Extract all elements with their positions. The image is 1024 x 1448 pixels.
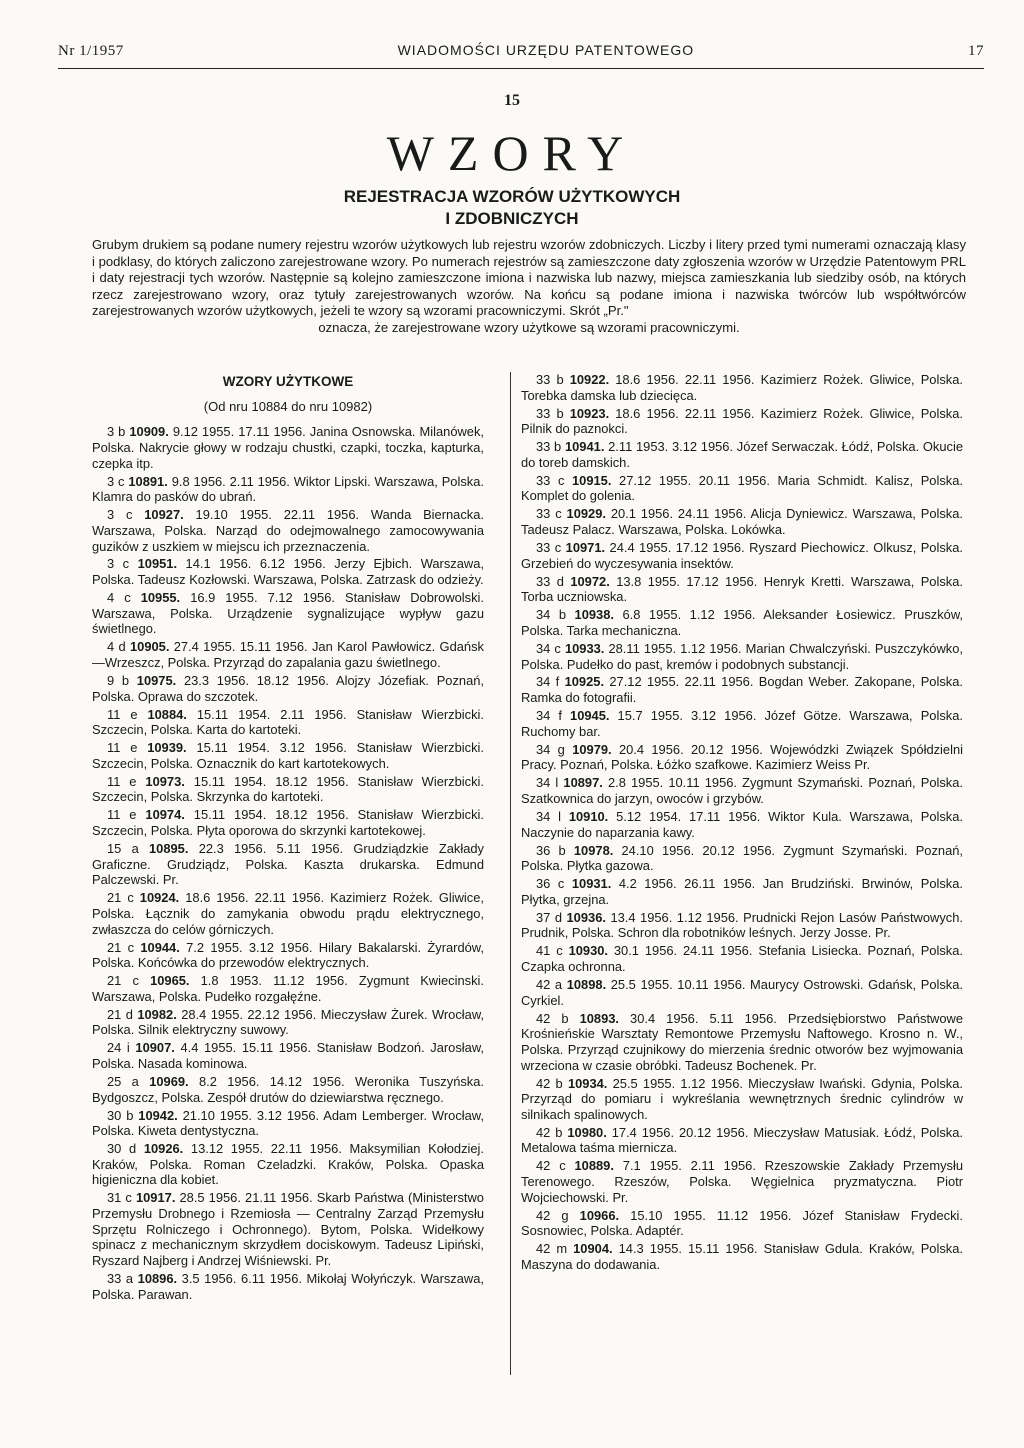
registry-entry bbox=[92, 507, 484, 554]
entry-register-number: 10945. bbox=[570, 708, 610, 724]
entry-class-code: 3 b bbox=[107, 424, 126, 440]
registry-entry bbox=[92, 673, 484, 704]
entry-text: 20.4 1956. 20.12 1956. Wojewódzki Związek Spółdzielni Pracy. Poznań, Polska. Łóżko szafkowe. Kazimierz Weiss Pr. bbox=[521, 741, 963, 773]
entry-register-number: 10889. bbox=[574, 1158, 614, 1174]
entry-text: 9.8 1956. 2.11 1956. Wiktor Lipski. Warszawa, Polska. Klamra do pasków do ubrań. bbox=[92, 473, 484, 505]
subtitle-line-1: REJESTRACJA WZORÓW UŻYTKOWYCH bbox=[343, 187, 681, 206]
registry-entry bbox=[92, 807, 484, 838]
registry-entry bbox=[521, 506, 963, 537]
registry-entry bbox=[521, 1076, 963, 1123]
entry-class-code: 37 d bbox=[536, 909, 563, 925]
page-title: WZORY bbox=[386, 125, 638, 181]
entry-class-code: 11 e bbox=[107, 773, 137, 789]
section-number: 15 bbox=[504, 92, 520, 109]
entry-register-number: 10915. bbox=[572, 472, 612, 488]
entry-text: 5.12 1954. 17.11 1956. Wiktor Kula. Warszawa, Polska. Naczynie do naparzania kawy. bbox=[521, 808, 963, 840]
subtitle-line-2: I ZDOBNICZYCH bbox=[445, 209, 579, 228]
entry-register-number: 10938. bbox=[574, 607, 614, 623]
registry-entry bbox=[92, 424, 484, 471]
entry-text: 2.11 1953. 3.12 1956. Józef Serwaczak. Łódź, Polska. Okucie do toreb damskich. bbox=[521, 439, 964, 470]
entry-class-code: 34 c bbox=[536, 640, 561, 656]
entry-register-number: 10979. bbox=[572, 741, 612, 757]
entry-text: 27.12 1955. 20.11 1956. Maria Schmidt. Kalisz, Polska. Komplet do golenia. bbox=[521, 472, 963, 504]
entry-text: 18.6 1956. 22.11 1956. Kazimierz Rożek. Gliwice, Polska. Torebka damska lub dziecięca. bbox=[521, 372, 963, 403]
entry-register-number: 10951. bbox=[137, 556, 178, 572]
journal-title: WIADOMOŚCI URZĘDU PATENTOWEGO bbox=[397, 42, 695, 58]
entry-class-code: 4 d bbox=[107, 639, 126, 655]
entry-class-code: 3 c bbox=[107, 473, 125, 489]
section-title: WZORY UŻYTKOWE bbox=[222, 374, 354, 389]
registry-entry bbox=[521, 1241, 963, 1272]
entry-class-code: 9 b bbox=[107, 672, 130, 688]
registry-entry bbox=[92, 940, 484, 971]
registry-entry bbox=[92, 474, 484, 505]
entry-register-number: 10931. bbox=[571, 876, 612, 892]
entry-text: 14.1 1956. 6.12 1956. Jerzy Ejbich. Warszawa, Polska. Tadeusz Kozłowski. Warszawa, Polska. Zatrzask do odzieży. bbox=[92, 556, 484, 588]
entry-register-number: 10927. bbox=[144, 507, 184, 523]
entry-class-code: 36 c bbox=[536, 876, 565, 892]
entry-text: 15.11 1954. 3.12 1956. Stanisław Wierzbicki. Szczecin, Polska. Oznacznik do kart kartotekowych. bbox=[92, 740, 484, 771]
entry-text: 21.10 1955. 3.12 1956. Adam Lemberger. Wrocław, Polska. Kiweta dentystyczna. bbox=[92, 1107, 484, 1139]
entry-text: 16.9 1955. 7.12 1956. Stanisław Dobrowolski. Warszawa, Polska. Urządzenie sygnalizujące wypływ gazu świetlnego. bbox=[92, 590, 485, 637]
entry-class-code: 33 c bbox=[536, 506, 562, 522]
entry-class-code: 33 b bbox=[536, 439, 562, 455]
entry-text: 25.5 1955. 10.11 1956. Maurycy Ostrowski. Gdańsk, Polska. Cyrkiel. bbox=[521, 976, 963, 1008]
entry-class-code: 30 b bbox=[107, 1107, 134, 1123]
registry-entry bbox=[521, 708, 963, 739]
entry-class-code: 34 b bbox=[536, 607, 567, 623]
entry-register-number: 10907. bbox=[135, 1040, 175, 1056]
registry-entry bbox=[521, 1158, 963, 1205]
entry-register-number: 10971. bbox=[565, 540, 606, 556]
entry-text: 7.1 1955. 2.11 1956. Rzeszowskie Zakłady Przemysłu Terenowego. Rzeszów, Polska. Węgielnica pryzmatyczna. Piotr Wojciechowski. Pr. bbox=[521, 1158, 963, 1205]
entry-text: 28.4 1955. 22.12 1956. Mieczysław Żurek. Wrocław, Polska. Silnik elektryczny suwowy. bbox=[92, 1006, 484, 1038]
entry-class-code: 3 c bbox=[107, 556, 130, 572]
registry-entry bbox=[92, 841, 484, 888]
entry-class-code: 34 f bbox=[536, 708, 562, 724]
registry-entry bbox=[521, 977, 963, 1008]
entry-register-number: 10973. bbox=[145, 773, 185, 789]
entry-register-number: 10905. bbox=[130, 639, 170, 655]
entry-class-code: 21 d bbox=[107, 1006, 133, 1022]
entry-class-code: 33 a bbox=[107, 1271, 134, 1287]
entry-text: 19.10 1955. 22.11 1956. Wanda Biernacka. Warszawa, Polska. Narząd do odejmowalnego zamocowywania guzików z uszkiem w miejscu ich przeznaczenia. bbox=[92, 507, 484, 554]
entry-class-code: 33 b bbox=[536, 405, 564, 421]
entry-register-number: 10897. bbox=[563, 775, 603, 791]
intro-last-line: oznacza, że zarejestrowane wzory użytkowe są wzorami pracowniczymi. bbox=[318, 319, 740, 335]
page-header bbox=[58, 42, 984, 69]
registry-entry bbox=[521, 473, 963, 504]
entry-class-code: 11 e bbox=[107, 740, 138, 756]
registry-entry bbox=[521, 809, 963, 840]
registry-entry bbox=[92, 740, 484, 771]
entry-class-code: 3 c bbox=[107, 507, 133, 523]
registry-entry bbox=[521, 1208, 963, 1239]
entry-class-code: 34 l bbox=[536, 775, 559, 791]
entry-text: 1.8 1953. 11.12 1956. Zygmunt Kwiecinski. Warszawa, Polska. Pudełko rozgałęźne. bbox=[92, 973, 484, 1004]
entry-class-code: 33 b bbox=[536, 372, 564, 387]
registry-entry bbox=[521, 641, 963, 672]
registry-entry bbox=[521, 372, 963, 403]
entry-text: 4.4 1955. 15.11 1956. Stanisław Bodzoń. Jarosław, Polska. Nasada kominowa. bbox=[92, 1040, 484, 1071]
entry-register-number: 10936. bbox=[566, 909, 606, 925]
entry-text: 15.11 1954. 18.12 1956. Stanisław Wierzbicki. Szczecin, Polska. Skrzynka do kartoteki. bbox=[92, 773, 484, 805]
entry-text: 9.12 1955. 17.11 1956. Janina Osnowska. Milanówek, Polska. Nakrycie głowy w rodzaju chustki, czapki, toczka, kapturka, czepka itp. bbox=[92, 424, 484, 471]
entry-register-number: 10934. bbox=[567, 1075, 608, 1091]
registry-entry bbox=[521, 742, 963, 773]
registry-entry bbox=[521, 1011, 963, 1074]
page-number: 17 bbox=[968, 43, 984, 59]
entry-text: 13.12 1955. 22.11 1956. Maksymilian Kołodziej. Kraków, Polska. Roman Czeladzki. Kraków, Polska. Opaska higieniczna dla kobiet. bbox=[92, 1141, 484, 1188]
entry-text: 15.11 1954. 2.11 1956. Stanisław Wierzbicki. Szczecin, Polska. Karta do kartoteki. bbox=[92, 706, 484, 738]
intro-paragraph bbox=[92, 237, 966, 337]
entry-text: 30.1 1956. 24.11 1956. Stefania Lisiecka. Poznań, Polska. Czapka ochronna. bbox=[521, 943, 963, 975]
entry-register-number: 10898. bbox=[566, 976, 607, 992]
entry-register-number: 10980. bbox=[567, 1124, 607, 1140]
page-subtitle bbox=[0, 186, 1024, 230]
entry-register-number: 10922. bbox=[569, 372, 610, 387]
registry-entry bbox=[521, 607, 963, 638]
registry-entry bbox=[92, 973, 484, 1004]
registry-entry bbox=[521, 775, 963, 806]
entry-class-code: 42 b bbox=[536, 1124, 563, 1140]
entry-text: 27.12 1955. 22.11 1956. Bogdan Weber. Zakopane, Polska. Ramka do fotografii. bbox=[521, 674, 963, 706]
section-range: (Od nru 10884 do nru 10982) bbox=[203, 398, 373, 414]
entry-register-number: 10978. bbox=[573, 842, 614, 858]
registry-entry bbox=[92, 1190, 484, 1268]
entry-class-code: 42 b bbox=[536, 1075, 563, 1091]
entry-text: 23.3 1956. 18.12 1956. Alojzy Józefiak. Poznań, Polska. Oprawa do szczotek. bbox=[92, 672, 484, 704]
entry-register-number: 10929. bbox=[566, 506, 606, 522]
entry-register-number: 10955. bbox=[140, 590, 181, 606]
entry-register-number: 10944. bbox=[140, 939, 180, 955]
entry-text: 3.5 1956. 6.11 1956. Mikołaj Wołyńczyk. Warszawa, Polska. Parawan. bbox=[92, 1271, 484, 1302]
entry-register-number: 10930. bbox=[568, 943, 608, 959]
entry-register-number: 10891. bbox=[128, 473, 168, 489]
entry-class-code: 33 c bbox=[536, 540, 562, 556]
entry-class-code: 21 c bbox=[107, 939, 135, 955]
entry-class-code: 25 a bbox=[107, 1073, 139, 1089]
entry-register-number: 10884. bbox=[147, 706, 187, 722]
entry-register-number: 10917. bbox=[135, 1190, 176, 1206]
entry-class-code: 34 f bbox=[536, 674, 560, 690]
entry-class-code: 30 d bbox=[107, 1141, 137, 1157]
entry-text: 22.3 1956. 5.11 1956. Grudziądzkie Zakłady Graficzne. Grudziądz, Polska. Kaszta drukarska. Edmund Palczewski. Pr. bbox=[92, 840, 484, 888]
entry-text: 6.8 1955. 1.12 1956. Aleksander Łosiewicz. Pruszków, Polska. Tarka mechaniczna. bbox=[521, 607, 964, 638]
entry-register-number: 10941. bbox=[564, 439, 605, 455]
entry-register-number: 10926. bbox=[143, 1141, 184, 1157]
entry-register-number: 10910. bbox=[568, 808, 609, 824]
entry-text: 2.8 1955. 10.11 1956. Zygmunt Szymański. Poznań, Polska. Szatkownica do jarzyn, owoców i grzybów. bbox=[521, 775, 963, 806]
entry-text: 15.7 1955. 3.12 1956. Józef Götze. Warszawa, Polska. Ruchomy bar. bbox=[521, 708, 963, 739]
registry-entry bbox=[521, 1125, 963, 1156]
entry-text: 28.11 1955. 1.12 1956. Marian Chwalczyński. Puszczykówko, Polska. Pudełko do past, kremów i podobnych substancji. bbox=[521, 640, 963, 672]
registry-entry bbox=[92, 1141, 484, 1188]
registry-entry bbox=[92, 1040, 484, 1071]
entry-register-number: 10895. bbox=[149, 840, 189, 856]
entry-text: 17.4 1956. 20.12 1956. Mieczysław Matusiak. Łódź, Polska. Metalowa taśma miernicza. bbox=[521, 1124, 963, 1156]
entry-text: 13.8 1955. 17.12 1956. Henryk Kretti. Warszawa, Polska. Torba uczniowska. bbox=[521, 573, 963, 605]
entry-text: 15.10 1955. 11.12 1956. Józef Stanisław Frydecki. Sosnowiec, Polska. Adaptér. bbox=[521, 1207, 963, 1239]
entry-register-number: 10904. bbox=[573, 1241, 613, 1257]
entry-text: 4.2 1956. 26.11 1956. Jan Brudziński. Brwinów, Polska. Płytka, grzejna. bbox=[521, 876, 963, 907]
entry-class-code: 42 m bbox=[536, 1241, 568, 1257]
entry-text: 18.6 1956. 22.11 1956. Kazimierz Rożek. Gliwice, Polska. Łącznik do zamykania obwodu prądu elektrycznego, zwłaszcza do celów górniczych. bbox=[92, 890, 484, 937]
entry-register-number: 10933. bbox=[564, 640, 605, 656]
entry-text: 8.2 1956. 14.12 1956. Weronika Tuszyńska. Bydgoszcz, Polska. Zespół drutów do dziewiarstwa ręcznego. bbox=[92, 1073, 485, 1105]
entry-register-number: 10965. bbox=[150, 973, 190, 989]
registry-entry bbox=[92, 556, 484, 587]
registry-entry bbox=[92, 774, 484, 805]
entry-register-number: 10975. bbox=[136, 672, 177, 688]
entry-text: 18.6 1956. 22.11 1956. Kazimierz Rożek. Gliwice, Polska. Pilnik do paznokci. bbox=[521, 405, 963, 437]
registry-entry bbox=[521, 876, 963, 907]
registry-entry bbox=[521, 406, 963, 437]
right-column bbox=[510, 372, 963, 1375]
issue-number: Nr 1/1957 bbox=[58, 43, 124, 59]
entry-register-number: 10982. bbox=[137, 1006, 177, 1022]
registry-entry bbox=[92, 707, 484, 738]
entry-class-code: 31 c bbox=[107, 1190, 132, 1206]
registry-entry bbox=[92, 639, 484, 670]
entry-register-number: 10896. bbox=[137, 1271, 178, 1287]
registry-entry bbox=[521, 574, 963, 605]
entry-class-code: 21 c bbox=[107, 890, 134, 906]
entry-class-code: 24 i bbox=[107, 1040, 130, 1056]
registry-entry bbox=[521, 439, 963, 470]
entry-text: 20.1 1956. 24.11 1956. Alicja Dyniewicz. Warszawa, Polska. Tadeusz Palacz. Warszawa, Polska. Lokówka. bbox=[521, 506, 964, 538]
left-column bbox=[92, 374, 484, 1305]
registry-entry bbox=[92, 1108, 484, 1139]
entry-class-code: 36 b bbox=[536, 842, 566, 858]
entry-text: 25.5 1955. 1.12 1956. Mieczysław Iwański. Gdynia, Polska. Przyrząd do pomiaru i wykreślania wewnętrznych średnic cylindrów w silnikach spalinowych. bbox=[521, 1075, 963, 1122]
entry-text: 24.4 1955. 17.12 1956. Ryszard Piechowicz. Olkusz, Polska. Grzebień do wyczesywania insektów. bbox=[521, 540, 963, 571]
entry-register-number: 10969. bbox=[149, 1073, 189, 1089]
entry-register-number: 10942. bbox=[138, 1107, 178, 1123]
registry-entry bbox=[521, 910, 963, 941]
entry-text: 24.10 1956. 20.12 1956. Zygmunt Szymański. Poznań, Polska. Płytka gazowa. bbox=[521, 842, 963, 874]
registry-entry bbox=[521, 540, 963, 571]
entry-text: 30.4 1956. 5.11 1956. Przedsiębiorstwo Państwowe Krośnieńskie Warsztaty Remontowe Przemysłu Naftowego. Krosno n. W., Polska. Przyrząd czujnikowy do mierzenia średnic otworów bez wyjmowania wrzeciona w czasie obróbki. Tadeusz Bochenek. Pr. bbox=[521, 1010, 963, 1073]
registry-entry bbox=[92, 1074, 484, 1105]
entry-register-number: 10924. bbox=[139, 890, 180, 906]
entry-text: 15.11 1954. 18.12 1956. Stanisław Wierzbicki. Szczecin, Polska. Płyta oporowa do skrzynki kartotekowej. bbox=[92, 807, 484, 839]
registry-entry bbox=[521, 843, 963, 874]
entry-class-code: 34 l bbox=[536, 808, 561, 824]
registry-entry bbox=[92, 1007, 484, 1038]
entry-class-code: 11 e bbox=[107, 807, 137, 823]
entry-class-code: 4 c bbox=[107, 590, 131, 606]
entry-class-code: 15 a bbox=[107, 840, 139, 856]
registry-entry bbox=[92, 590, 484, 637]
registry-entry bbox=[92, 1271, 484, 1302]
entry-text: 27.4 1955. 15.11 1956. Jan Karol Pawłowicz. Gdańsk—Wrzeszcz, Polska. Przyrząd do zapalania gazu świetlnego. bbox=[92, 639, 484, 670]
entry-class-code: 11 e bbox=[107, 706, 138, 722]
registry-entry bbox=[92, 890, 484, 937]
entry-register-number: 10972. bbox=[570, 573, 610, 589]
entry-class-code: 33 d bbox=[536, 573, 564, 589]
entry-class-code: 33 c bbox=[536, 472, 565, 488]
entry-class-code: 42 b bbox=[536, 1010, 569, 1026]
entry-class-code: 21 c bbox=[107, 973, 139, 989]
entry-text: 14.3 1955. 15.11 1956. Stanisław Gdula. Kraków, Polska. Maszyna do dodawania. bbox=[521, 1241, 963, 1272]
entry-register-number: 10925. bbox=[564, 674, 605, 690]
entry-class-code: 42 g bbox=[536, 1207, 569, 1223]
entry-class-code: 42 c bbox=[536, 1158, 566, 1174]
entry-register-number: 10893. bbox=[579, 1010, 620, 1026]
entry-register-number: 10939. bbox=[147, 740, 187, 756]
entry-register-number: 10923. bbox=[569, 405, 610, 421]
intro-main-text: Grubym drukiem są podane numery rejestru wzorów użytkowych lub rejestru wzorów zdobniczych. Liczby i litery przed tymi numerami oznaczają klasy i podklasy, do których zaliczono zarejestrowane wzory. Po numerach rejestrów są zamieszczone daty zgłoszenia wzorów w Urzędzie Patentowym PRL i daty rejestracji tych wzorów. Następnie są kolejno zamieszczone imiona i nazwiska lub nazwy, miejsca zamieszkania lub siedziby osób, na których rzecz zarejestrowano wzory, oraz tytuły zarejestrowanych wzorów. Na końcu są podane imiona i nazwiska twórców lub współtwórców zarejestrowanych wzorów użytkowych, jeżeli te wzory są wzorami pracowniczymi. Skrót „Pr." bbox=[92, 237, 966, 319]
entry-class-code: 41 c bbox=[536, 943, 563, 959]
entry-register-number: 10974. bbox=[145, 807, 185, 823]
entry-class-code: 42 a bbox=[536, 976, 563, 992]
entry-register-number: 10909. bbox=[129, 424, 169, 440]
entry-register-number: 10966. bbox=[579, 1207, 620, 1223]
registry-entry bbox=[521, 674, 963, 705]
entry-text: 28.5 1956. 21.11 1956. Skarb Państwa (Ministerstwo Przemysłu Drobnego i Rzemiosła — Centralny Zarząd Przemysłu Sprzętu Rolniczego i Ochronnego). Bytom, Polska. Widełkowy spinacz z mechanicznym skrzydłem dociskowym. Tadeusz Lipiński, Ryszard Najberg i Andrzej Wiśniewski. Pr. bbox=[92, 1190, 484, 1269]
entry-text: 13.4 1956. 1.12 1956. Prudnicki Rejon Lasów Państwowych. Prudnik, Polska. Schron dla robotników leśnych. Jerzy Josse. Pr. bbox=[521, 909, 963, 941]
registry-entry bbox=[521, 943, 963, 974]
entry-class-code: 34 g bbox=[536, 741, 565, 757]
entry-text: 7.2 1955. 3.12 1956. Hilary Bakalarski. Żyrardów, Polska. Końcówka do przewodów elektrycznych. bbox=[92, 939, 484, 971]
